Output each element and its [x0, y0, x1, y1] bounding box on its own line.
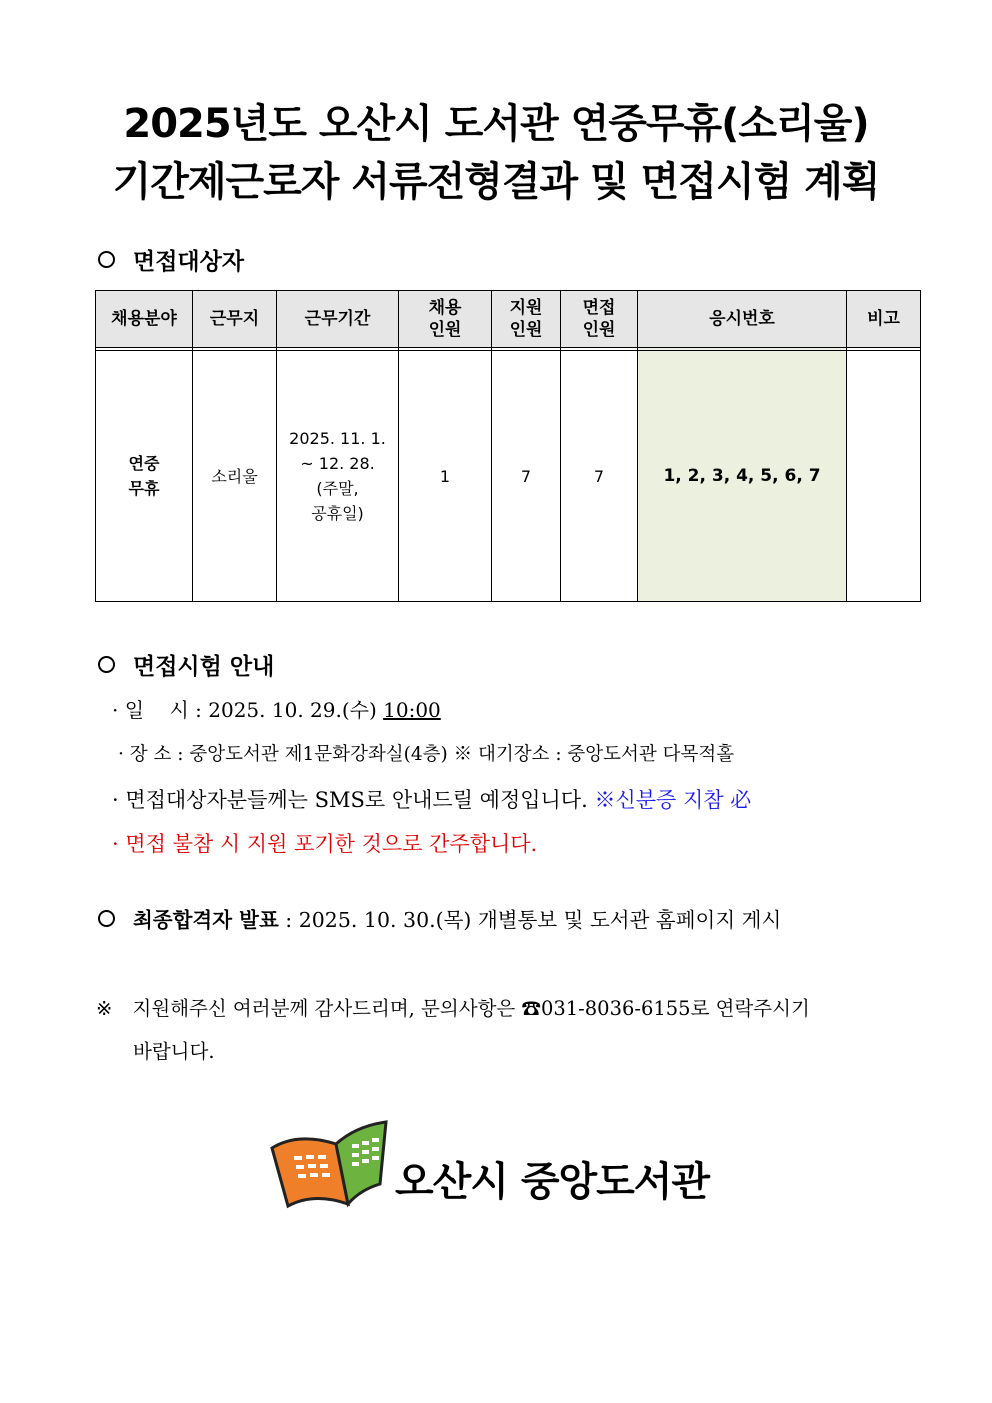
notice-line-2: 바랍니다. [133, 1040, 215, 1063]
table-header-cell: 비고 [847, 291, 921, 348]
cell-applicant-count: 7 [492, 351, 561, 602]
cell-exam-numbers: 1, 2, 3, 4, 5, 6, 7 [638, 351, 847, 602]
section-final-announcement [96, 903, 781, 933]
section-interviewees-label: 면접대상자 [133, 248, 245, 275]
date-label: · 일 시 [112, 698, 189, 722]
section-interview-guide [96, 648, 274, 681]
table-header-cell: 근무지 [193, 291, 277, 348]
final-announcement-label: 최종합격자 발표 [133, 908, 279, 932]
logo-text: 오산시 중앙도서관 [395, 1159, 710, 1205]
table-header-cell: 채용 인원 [399, 291, 492, 348]
circle-bullet-icon [98, 251, 115, 268]
cell-period: 2025. 11. 1. ~ 12. 28. (주말, 공휴일) [277, 351, 399, 602]
cell-place: 소리울 [193, 351, 277, 602]
final-announcement-text: : 2025. 10. 30.(목) 개별통보 및 도서관 홈페이지 게시 [278, 908, 782, 932]
circle-bullet-icon [98, 910, 115, 927]
sms-text: · 면접대상자분들께는 SMS로 안내드릴 예정입니다. [112, 788, 588, 812]
title-line-2: 기간제근로자 서류전형결과 및 면접시험 계획 [112, 159, 880, 205]
cell-note [847, 351, 921, 602]
interview-date-line [112, 694, 441, 723]
table-header-cell: 응시번호 [638, 291, 847, 348]
interviewee-table [95, 290, 921, 602]
sms-line [112, 784, 751, 814]
notice-line-1 [96, 993, 810, 1021]
table-header-row [96, 291, 921, 348]
table-header-cell: 근무기간 [277, 291, 399, 348]
absence-warning: · 면접 불참 시 지원 포기한 것으로 간주합니다. [112, 832, 538, 856]
id-card-note: ※신분증 지참 必 [594, 788, 752, 812]
book-icon [272, 1122, 386, 1206]
notice-text-1: 지원해주신 여러분께 감사드리며, 문의사항은 ☎031-8036-6155로 연락주시기 [132, 997, 810, 1020]
cell-field: 연중 무휴 [96, 351, 193, 602]
table-header-cell: 지원 인원 [492, 291, 561, 348]
cell-hire-count: 1 [399, 351, 492, 602]
table-row [96, 351, 921, 602]
date-value: : 2025. 10. 29.(수) [188, 698, 384, 722]
cell-interviewee-count: 7 [561, 351, 638, 602]
section-interview-guide-label: 면접시험 안내 [133, 653, 275, 680]
interview-place-line: · 장 소 : 중앙도서관 제1문화강좌실(4층) ※ 대기장소 : 중앙도서관 다목적홀 [118, 744, 735, 765]
table-header-cell: 채용분야 [96, 291, 193, 348]
date-time: 10:00 [383, 698, 441, 722]
circle-bullet-icon [98, 656, 115, 673]
section-interviewees [96, 243, 244, 276]
notice-mark: ※ [96, 997, 113, 1020]
table-header-cell: 면접 인원 [561, 291, 638, 348]
title-line-1: 2025년도 오산시 도서관 연중무휴(소리울) [123, 101, 869, 147]
